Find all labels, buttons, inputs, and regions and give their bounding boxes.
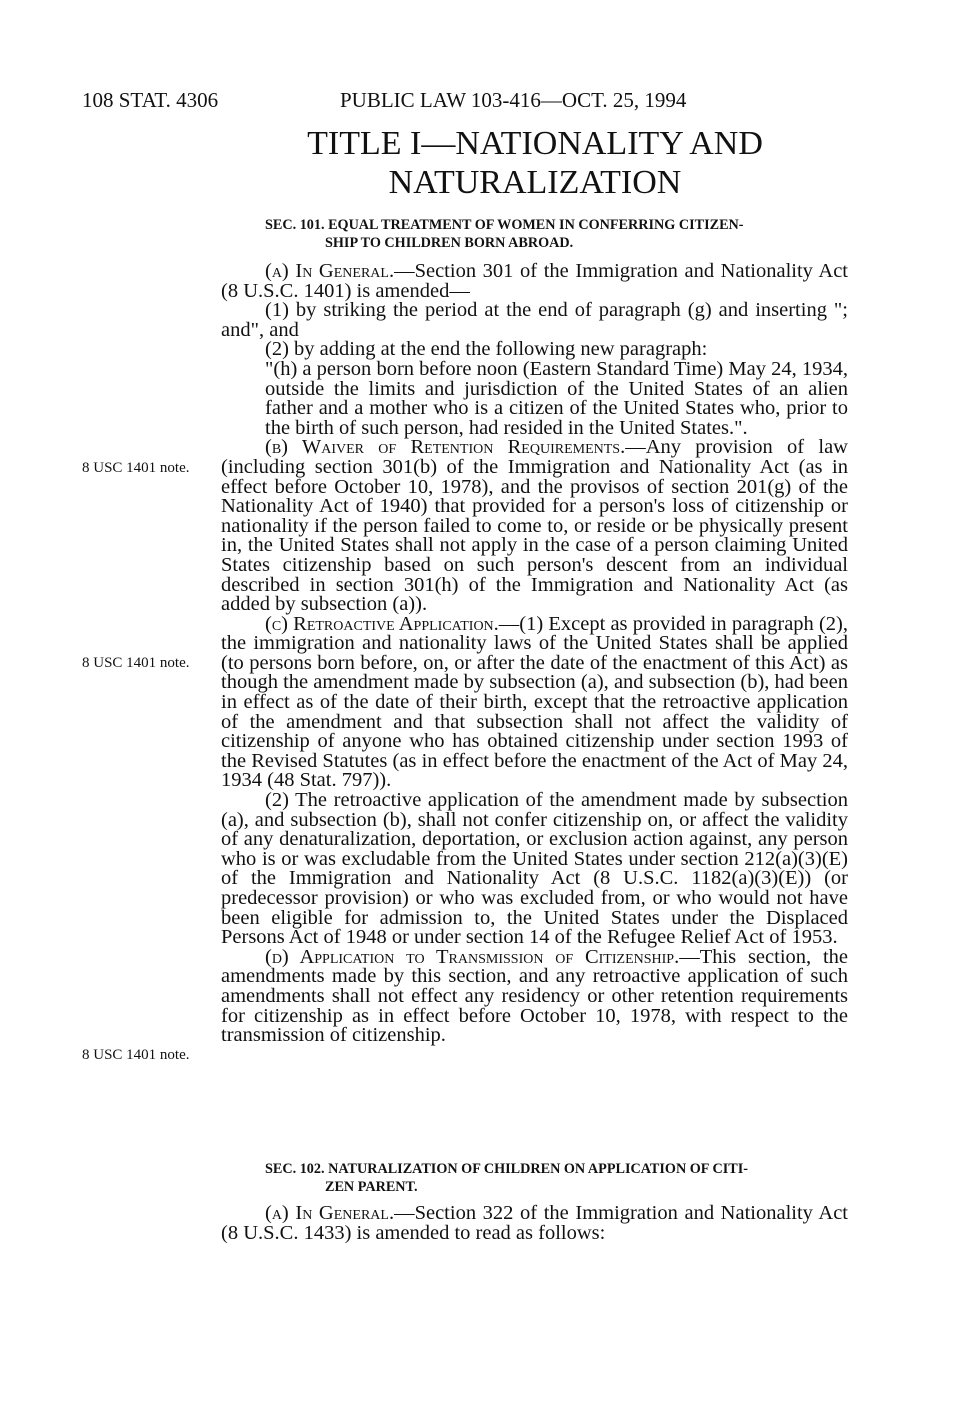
section-102-subsection-a-label: (a) In General. (265, 1202, 395, 1224)
subsection-a-text: —Section 301 of the Immigration and Nationality Act (8 U.S.C. 1401) is amended— (221, 260, 848, 302)
section-102-heading (265, 1160, 850, 1196)
title-line-1: TITLE I—NATIONALITY AND (307, 125, 763, 162)
paragraph-c2: (2) The retroactive application of the amendment made by subsection (a), and subsection (b), shall not confer citizenship on, or affect the validity of any denaturalization, deportation, or exclusion action against, any person who is or was excludable from the United States under section 212(a)(3)(E) of the Immigration and Nationality Act (8 U.S.C. 1182(a)(3)(E)) (or predecessor provision) or who was excluded from, or who would not have been eligible for admission to, the United States under the Displaced Persons Act of 1948 or under section 14 of the Refugee Relief Act of 1953. (221, 789, 848, 949)
paragraph-a2: (2) by adding at the end the following new paragraph: (265, 338, 708, 361)
paragraph-a1: (1) by striking the period at the end of paragraph (g) and inserting "; and", and (221, 299, 848, 341)
subsection-b (221, 438, 848, 614)
subsection-d-text: —This section, the amendments made by this section, and any retroactive application of such amendments shall not effect any residency or other retention requirements for citizenship as in effect before October 10, 1978, with respect to the transmission of citizenship. (221, 945, 849, 1047)
title-line-2: NATURALIZATION (388, 164, 682, 201)
subsection-b-label: (b) Waiver of Retention Requirements. (265, 436, 626, 459)
section-101-heading-line-1: SEC. 101. EQUAL TREATMENT OF WOMEN IN CONFERRING CITIZEN- (265, 217, 744, 233)
subsection-b-text: —Any provision of law (including section 301(b) of the Immigration and Nationality Act (as in effect before October 10, 1978), and the provisos of section 201(g) of the Nationality Act of 1940) that provided for a person's loss of citizenship or nationality if the person failed to come to, or reside or be physically present in, the United States shall not apply in the case of a person claiming United States citizenship based on such person's descent from an individual described in section 301(h) of the Immigration and Nationality Act (as added by subsection (a)). (221, 436, 848, 616)
subsection-c (221, 612, 848, 792)
section-101-heading (265, 216, 850, 252)
section-102-heading-line-2: ZEN PARENT. (325, 1179, 418, 1195)
paragraph-h: "(h) a person born before noon (Eastern Standard Time) May 24, 1934, outside the limits and jurisdiction of the United States of an alien father and a mother who is a citizen of the United States who, prior to the birth of such person, had resided in the United States.". (265, 357, 848, 439)
title-heading (300, 124, 770, 202)
section-102-subsection-a (221, 1204, 848, 1243)
section-102-heading-line-1: SEC. 102. NATURALIZATION OF CHILDREN ON APPLICATION OF CITI- (265, 1161, 748, 1177)
subsection-a-label: (a) In General. (265, 260, 395, 282)
subsection-d (221, 945, 849, 1047)
page-citation: 108 STAT. 4306 (82, 88, 219, 112)
subsection-c-text: —(1) Except as provided in paragraph (2), the immigration and nationality laws of the United States shall be applied (to persons born before, on, or after the date of the enactment of this Act) as though the amendment made by subsection (a), and subsection (b), had been in effect as of the date of their birth, except that the retroactive application of the amendment and that subsection shall not affect the validity of citizenship of anyone who has obtained citizenship under section 1993 of the Revised Statutes (as in effect before the enactment of the Act of May 24, 1934 (48 Stat. 797)). (221, 612, 848, 792)
section-102-body (221, 1204, 848, 1243)
section-102-subsection-a-text: —Section 322 of the Immigration and Nationality Act (8 U.S.C. 1433) is amended to read as follows: (221, 1202, 848, 1244)
section-101-body (221, 262, 848, 1046)
margin-note: 8 USC 1401 note. (82, 655, 190, 671)
subsection-d-label: (d) Application to Transmission of Citizenship. (265, 945, 680, 968)
section-101-heading-line-2: SHIP TO CHILDREN BORN ABROAD. (325, 235, 574, 251)
margin-note: 8 USC 1401 note. (82, 460, 190, 476)
subsection-a (221, 262, 848, 301)
law-citation: PUBLIC LAW 103-416—OCT. 25, 1994 (340, 88, 687, 112)
subsection-c-label: (c) Retroactive Application. (265, 612, 499, 635)
margin-note: 8 USC 1401 note. (82, 1047, 190, 1063)
